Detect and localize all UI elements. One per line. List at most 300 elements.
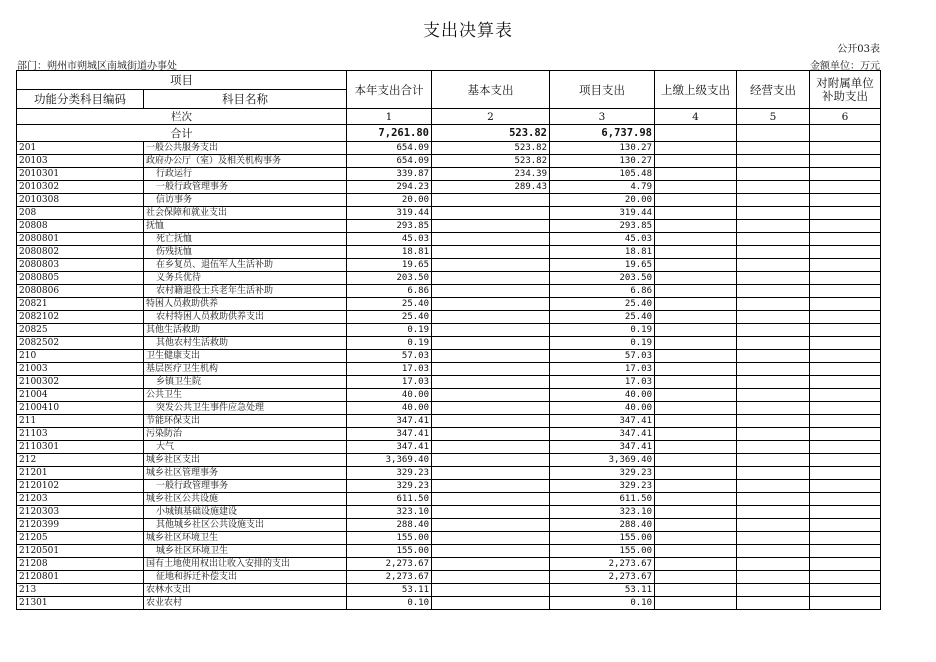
cell-business	[737, 194, 810, 207]
cell-basic	[432, 454, 550, 467]
total-amount: 7,261.80	[347, 125, 432, 142]
cell-basic	[432, 415, 550, 428]
column-number: 4	[655, 109, 737, 125]
cell-total: 654.09	[347, 142, 432, 155]
cell-basic	[432, 272, 550, 285]
cell-remit	[655, 597, 737, 610]
cell-business	[737, 155, 810, 168]
cell-total: 45.03	[347, 233, 432, 246]
cell-total: 3,369.40	[347, 454, 432, 467]
table-row	[17, 519, 881, 532]
cell-code: 212	[17, 454, 144, 467]
cell-remit	[655, 207, 737, 220]
page-title: 支出决算表	[423, 21, 513, 41]
cell-remit	[655, 194, 737, 207]
header-subsidy: 对附属单位补助支出	[810, 71, 881, 109]
cell-code: 2010301	[17, 168, 144, 181]
cell-subsidy	[810, 428, 881, 441]
cell-total: 19.65	[347, 259, 432, 272]
cell-total: 203.50	[347, 272, 432, 285]
total-subsidy	[810, 125, 881, 142]
cell-basic	[432, 207, 550, 220]
cell-remit	[655, 545, 737, 558]
cell-basic	[432, 571, 550, 584]
cell-name: 征地和拆迁补偿支出	[144, 571, 347, 584]
cell-total: 17.03	[347, 363, 432, 376]
cell-subsidy	[810, 402, 881, 415]
cell-business	[737, 532, 810, 545]
cell-basic	[432, 584, 550, 597]
cell-name: 乡镇卫生院	[144, 376, 347, 389]
cell-remit	[655, 259, 737, 272]
cell-total: 611.50	[347, 493, 432, 506]
table-row	[17, 298, 881, 311]
table-row	[17, 584, 881, 597]
cell-business	[737, 584, 810, 597]
cell-name: 农村特困人员救助供养支出	[144, 311, 347, 324]
cell-subsidy	[810, 532, 881, 545]
cell-basic	[432, 441, 550, 454]
cell-basic	[432, 285, 550, 298]
cell-total: 0.19	[347, 337, 432, 350]
cell-business	[737, 298, 810, 311]
table-row	[17, 311, 881, 324]
cell-subsidy	[810, 597, 881, 610]
cell-project: 611.50	[550, 493, 655, 506]
cell-total: 53.11	[347, 584, 432, 597]
cell-code: 2100302	[17, 376, 144, 389]
cell-total: 347.41	[347, 428, 432, 441]
cell-total: 2,273.67	[347, 558, 432, 571]
cell-code: 2080803	[17, 259, 144, 272]
cell-name: 其他城乡社区公共设施支出	[144, 519, 347, 532]
cell-business	[737, 142, 810, 155]
cell-remit	[655, 584, 737, 597]
cell-business	[737, 597, 810, 610]
cell-code: 21103	[17, 428, 144, 441]
cell-business	[737, 311, 810, 324]
cell-code: 210	[17, 350, 144, 363]
cell-subsidy	[810, 259, 881, 272]
cell-total: 6.86	[347, 285, 432, 298]
table-body	[17, 142, 881, 610]
cell-code: 2120399	[17, 519, 144, 532]
cell-code: 211	[17, 415, 144, 428]
table-row	[17, 207, 881, 220]
table-row	[17, 220, 881, 233]
form-number: 公开03表	[837, 44, 880, 55]
cell-code: 2120303	[17, 506, 144, 519]
column-number: 3	[550, 109, 655, 125]
cell-project: 347.41	[550, 441, 655, 454]
cell-name: 城乡社区支出	[144, 454, 347, 467]
cell-remit	[655, 246, 737, 259]
cell-remit	[655, 233, 737, 246]
cell-code: 21201	[17, 467, 144, 480]
cell-code: 2110301	[17, 441, 144, 454]
cell-code: 2010302	[17, 181, 144, 194]
cell-project: 17.03	[550, 363, 655, 376]
cell-code: 2080806	[17, 285, 144, 298]
table-row	[17, 441, 881, 454]
cell-business	[737, 480, 810, 493]
cell-remit	[655, 480, 737, 493]
cell-basic	[432, 233, 550, 246]
cell-basic	[432, 506, 550, 519]
cell-code: 21003	[17, 363, 144, 376]
cell-basic	[432, 558, 550, 571]
cell-business	[737, 324, 810, 337]
cell-business	[737, 168, 810, 181]
cell-project: 3,369.40	[550, 454, 655, 467]
cell-name: 卫生健康支出	[144, 350, 347, 363]
total-basic: 523.82	[432, 125, 550, 142]
cell-name: 特困人员救助供养	[144, 298, 347, 311]
cell-subsidy	[810, 142, 881, 155]
table-row	[17, 233, 881, 246]
total-label: 合计	[17, 125, 347, 142]
cell-name: 大气	[144, 441, 347, 454]
cell-basic	[432, 363, 550, 376]
header-name: 科目名称	[144, 90, 347, 109]
cell-remit	[655, 441, 737, 454]
cell-remit	[655, 324, 737, 337]
cell-name: 社会保障和就业支出	[144, 207, 347, 220]
table-row	[17, 194, 881, 207]
cell-name: 义务兵优待	[144, 272, 347, 285]
table-row	[17, 324, 881, 337]
cell-code: 2082502	[17, 337, 144, 350]
table-row	[17, 246, 881, 259]
table-row	[17, 259, 881, 272]
cell-remit	[655, 558, 737, 571]
cell-name: 城乡社区环境卫生	[144, 532, 347, 545]
cell-basic	[432, 389, 550, 402]
cell-business	[737, 467, 810, 480]
cell-total: 654.09	[347, 155, 432, 168]
cell-subsidy	[810, 337, 881, 350]
cell-project: 319.44	[550, 207, 655, 220]
cell-basic: 234.39	[432, 168, 550, 181]
cell-basic	[432, 194, 550, 207]
cell-name: 其他生活救助	[144, 324, 347, 337]
cell-subsidy	[810, 571, 881, 584]
cell-subsidy	[810, 168, 881, 181]
cell-business	[737, 233, 810, 246]
cell-code: 21203	[17, 493, 144, 506]
cell-total: 347.41	[347, 415, 432, 428]
table-row	[17, 506, 881, 519]
cell-total: 323.10	[347, 506, 432, 519]
cell-project: 130.27	[550, 142, 655, 155]
table-row	[17, 181, 881, 194]
cell-subsidy	[810, 350, 881, 363]
cell-business	[737, 389, 810, 402]
cell-total: 17.03	[347, 376, 432, 389]
table-row	[17, 558, 881, 571]
cell-remit	[655, 493, 737, 506]
table-row	[17, 428, 881, 441]
cell-basic	[432, 350, 550, 363]
cell-project: 0.10	[550, 597, 655, 610]
cell-total: 2,273.67	[347, 571, 432, 584]
cell-code: 213	[17, 584, 144, 597]
cell-subsidy	[810, 272, 881, 285]
cell-total: 293.85	[347, 220, 432, 233]
cell-basic: 523.82	[432, 155, 550, 168]
table-row	[17, 363, 881, 376]
cell-code: 20825	[17, 324, 144, 337]
cell-code: 2120102	[17, 480, 144, 493]
cell-code: 2010308	[17, 194, 144, 207]
header-item: 项目	[17, 71, 347, 90]
cell-project: 2,273.67	[550, 571, 655, 584]
cell-business	[737, 441, 810, 454]
column-number: 5	[737, 109, 810, 125]
table-row	[17, 376, 881, 389]
cell-project: 329.23	[550, 480, 655, 493]
table-row	[17, 545, 881, 558]
cell-total: 339.87	[347, 168, 432, 181]
cell-project: 323.10	[550, 506, 655, 519]
cell-name: 小城镇基础设施建设	[144, 506, 347, 519]
cell-subsidy	[810, 285, 881, 298]
cell-total: 329.23	[347, 480, 432, 493]
cell-total: 25.40	[347, 298, 432, 311]
cell-business	[737, 285, 810, 298]
cell-code: 20808	[17, 220, 144, 233]
cell-basic: 289.43	[432, 181, 550, 194]
cell-total: 294.23	[347, 181, 432, 194]
table-row	[17, 532, 881, 545]
cell-business	[737, 519, 810, 532]
table-row	[17, 402, 881, 415]
cell-remit	[655, 337, 737, 350]
cell-project: 45.03	[550, 233, 655, 246]
cell-subsidy	[810, 467, 881, 480]
cell-project: 130.27	[550, 155, 655, 168]
total-remit	[655, 125, 737, 142]
cell-total: 0.19	[347, 324, 432, 337]
table-row	[17, 272, 881, 285]
cell-remit	[655, 220, 737, 233]
cell-business	[737, 272, 810, 285]
cell-subsidy	[810, 181, 881, 194]
cell-total: 155.00	[347, 545, 432, 558]
cell-total: 347.41	[347, 441, 432, 454]
cell-name: 国有土地使用权出让收入安排的支出	[144, 558, 347, 571]
table-row	[17, 389, 881, 402]
header-project: 项目支出	[550, 71, 655, 109]
cell-subsidy	[810, 545, 881, 558]
cell-remit	[655, 506, 737, 519]
cell-basic: 523.82	[432, 142, 550, 155]
header-row-1	[17, 71, 881, 90]
cell-remit	[655, 350, 737, 363]
header-total: 本年支出合计	[347, 71, 432, 109]
cell-business	[737, 350, 810, 363]
table-row	[17, 454, 881, 467]
column-number: 2	[432, 109, 550, 125]
cell-subsidy	[810, 155, 881, 168]
cell-name: 农林水支出	[144, 584, 347, 597]
cell-name: 城乡社区管理事务	[144, 467, 347, 480]
cell-name: 污染防治	[144, 428, 347, 441]
cell-subsidy	[810, 233, 881, 246]
total-business	[737, 125, 810, 142]
cell-subsidy	[810, 480, 881, 493]
cell-project: 25.40	[550, 311, 655, 324]
table-row	[17, 155, 881, 168]
cell-project: 40.00	[550, 389, 655, 402]
cell-name: 在乡复员、退伍军人生活补助	[144, 259, 347, 272]
cell-project: 203.50	[550, 272, 655, 285]
cell-total: 40.00	[347, 402, 432, 415]
cell-total: 329.23	[347, 467, 432, 480]
cell-project: 19.65	[550, 259, 655, 272]
cell-code: 201	[17, 142, 144, 155]
cell-total: 18.81	[347, 246, 432, 259]
cell-project: 288.40	[550, 519, 655, 532]
cell-remit	[655, 454, 737, 467]
cell-name: 政府办公厅（室）及相关机构事务	[144, 155, 347, 168]
cell-business	[737, 454, 810, 467]
cell-basic	[432, 428, 550, 441]
cell-name: 一般行政管理事务	[144, 480, 347, 493]
cell-remit	[655, 181, 737, 194]
cell-basic	[432, 532, 550, 545]
cell-basic	[432, 220, 550, 233]
header-code: 功能分类科目编码	[17, 90, 144, 109]
cell-business	[737, 415, 810, 428]
cell-total: 155.00	[347, 532, 432, 545]
cell-code: 2082102	[17, 311, 144, 324]
cell-name: 抚恤	[144, 220, 347, 233]
cell-remit	[655, 389, 737, 402]
cell-project: 347.41	[550, 428, 655, 441]
cell-project: 329.23	[550, 467, 655, 480]
cell-business	[737, 363, 810, 376]
cell-business	[737, 493, 810, 506]
table-row	[17, 415, 881, 428]
cell-remit	[655, 298, 737, 311]
cell-name: 城乡社区环境卫生	[144, 545, 347, 558]
cell-basic	[432, 493, 550, 506]
column-number: 6	[810, 109, 881, 125]
cell-business	[737, 246, 810, 259]
cell-business	[737, 571, 810, 584]
cell-basic	[432, 337, 550, 350]
table-row	[17, 142, 881, 155]
cell-name: 一般行政管理事务	[144, 181, 347, 194]
cell-code: 2080801	[17, 233, 144, 246]
cell-code: 2080805	[17, 272, 144, 285]
cell-subsidy	[810, 298, 881, 311]
cell-subsidy	[810, 311, 881, 324]
cell-business	[737, 207, 810, 220]
total-project: 6,737.98	[550, 125, 655, 142]
cell-subsidy	[810, 441, 881, 454]
cell-project: 53.11	[550, 584, 655, 597]
cell-subsidy	[810, 376, 881, 389]
cell-name: 突发公共卫生事件应急处理	[144, 402, 347, 415]
table-row	[17, 480, 881, 493]
cell-project: 4.79	[550, 181, 655, 194]
cell-subsidy	[810, 506, 881, 519]
cell-business	[737, 337, 810, 350]
cell-total: 25.40	[347, 311, 432, 324]
cell-business	[737, 545, 810, 558]
cell-name: 一般公共服务支出	[144, 142, 347, 155]
cell-name: 伤残抚恤	[144, 246, 347, 259]
cell-code: 2120501	[17, 545, 144, 558]
cell-business	[737, 558, 810, 571]
cell-subsidy	[810, 194, 881, 207]
cell-business	[737, 506, 810, 519]
cell-subsidy	[810, 454, 881, 467]
cell-name: 死亡抚恤	[144, 233, 347, 246]
cell-remit	[655, 532, 737, 545]
cell-project: 347.41	[550, 415, 655, 428]
cell-subsidy	[810, 363, 881, 376]
cell-remit	[655, 168, 737, 181]
cell-name: 节能环保支出	[144, 415, 347, 428]
cell-project: 25.40	[550, 298, 655, 311]
cell-business	[737, 181, 810, 194]
cell-subsidy	[810, 584, 881, 597]
header-remit: 上缴上级支出	[655, 71, 737, 109]
cell-name: 信访事务	[144, 194, 347, 207]
cell-name: 公共卫生	[144, 389, 347, 402]
cell-remit	[655, 467, 737, 480]
cell-project: 0.19	[550, 324, 655, 337]
cell-code: 2080802	[17, 246, 144, 259]
cell-basic	[432, 402, 550, 415]
cell-remit	[655, 402, 737, 415]
cell-total: 20.00	[347, 194, 432, 207]
cell-basic	[432, 298, 550, 311]
header-basic: 基本支出	[432, 71, 550, 109]
cell-project: 105.48	[550, 168, 655, 181]
cell-business	[737, 376, 810, 389]
cell-remit	[655, 571, 737, 584]
cell-business	[737, 259, 810, 272]
cell-remit	[655, 142, 737, 155]
table-row	[17, 168, 881, 181]
cell-subsidy	[810, 324, 881, 337]
cell-basic	[432, 311, 550, 324]
cell-business	[737, 428, 810, 441]
cell-subsidy	[810, 389, 881, 402]
cell-remit	[655, 155, 737, 168]
table-row	[17, 285, 881, 298]
cell-project: 17.03	[550, 376, 655, 389]
cell-basic	[432, 480, 550, 493]
cell-code: 21208	[17, 558, 144, 571]
cell-remit	[655, 363, 737, 376]
cell-code: 20103	[17, 155, 144, 168]
table-row	[17, 467, 881, 480]
cell-remit	[655, 428, 737, 441]
cell-project: 155.00	[550, 545, 655, 558]
cell-project: 2,273.67	[550, 558, 655, 571]
column-label: 栏次	[17, 109, 347, 125]
cell-subsidy	[810, 493, 881, 506]
cell-project: 293.85	[550, 220, 655, 233]
cell-name: 基层医疗卫生机构	[144, 363, 347, 376]
table-row	[17, 597, 881, 610]
cell-basic	[432, 246, 550, 259]
